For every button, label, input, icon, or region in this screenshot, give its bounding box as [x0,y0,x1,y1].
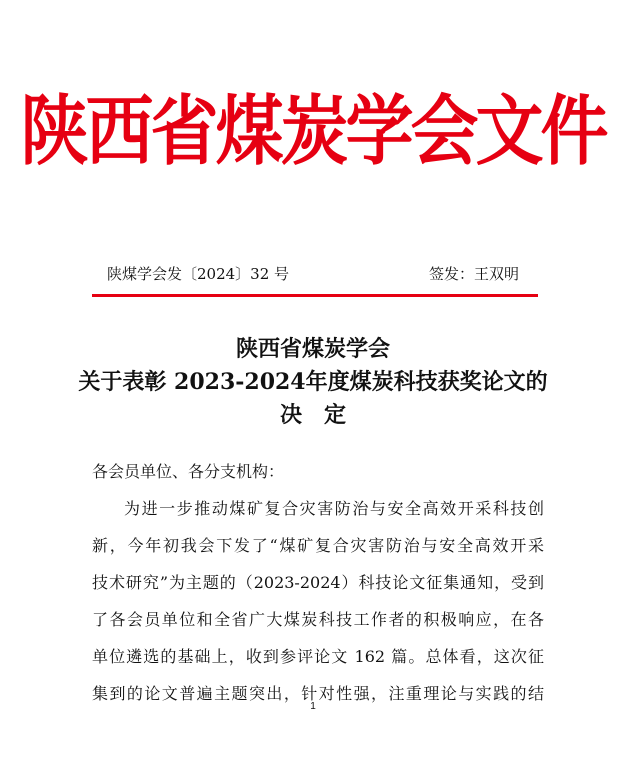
document-title-line-3: 决 定 [279,402,346,428]
document-number-row [107,262,519,286]
body-text-line: 新，今年初我会下发了“煤矿复合灾害防治与安全高效开采 [92,536,544,555]
salutation: 各会员单位、各分支机构： [92,462,285,481]
document-number: 陕煤学会发〔2024〕32 号 [107,265,290,283]
body-text-line: 了各会员单位和全省广大煤炭科技工作者的积极响应，在各 [92,610,544,629]
document-title-line-1: 陕西省煤炭学会 [235,336,390,362]
body-text-line: 为进一步推动煤矿复合灾害防治与安全高效开采科技创 [124,499,544,518]
body-text-line: 技术研究”为主题的（2023-2024）科技论文征集通知，受到 [92,573,544,592]
document-title-line-2: 关于表彰 2023-2024年度煤炭科技获奖论文的 [78,369,548,395]
red-divider-line [92,294,538,297]
page-number: 1 [310,701,316,712]
signer: 签发：王双明 [428,265,519,283]
body-text-line: 集到的论文普遍主题突出，针对性强，注重理论与实践的结 [92,684,544,703]
body-text-line: 单位遴选的基础上，收到参评论文 162 篇。总体看，这次征 [92,647,544,666]
masthead-title: 陕西省煤炭学会文件 [20,88,606,177]
